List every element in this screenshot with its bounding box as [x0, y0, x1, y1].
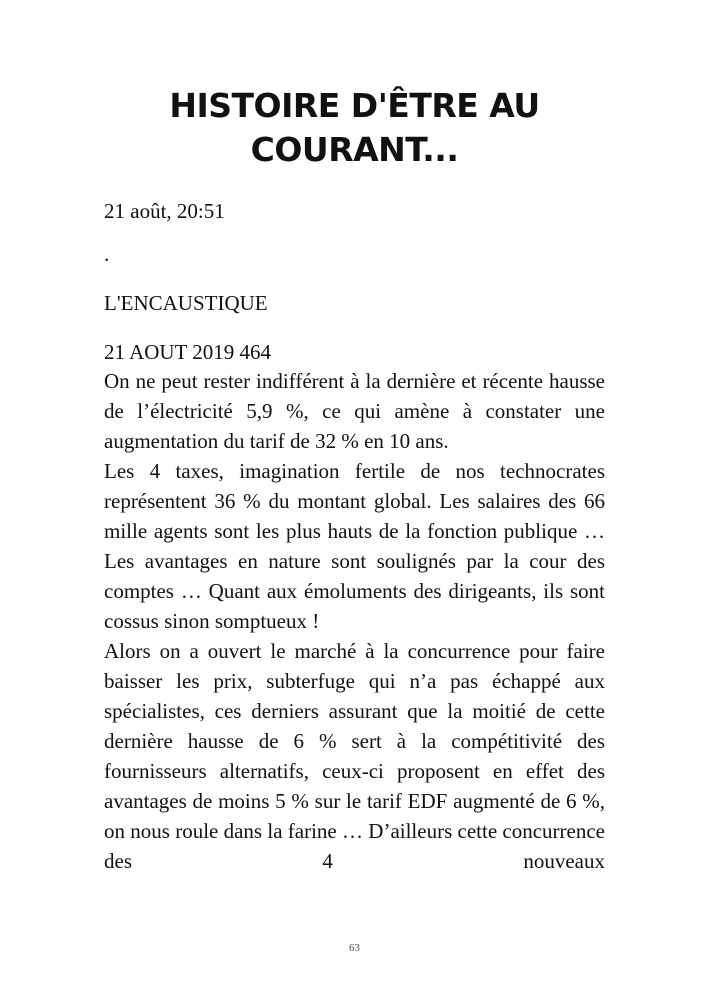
issue-line: 21 AOUT 2019 464 — [104, 340, 272, 364]
chapter-title-line-2: COURANT... — [250, 130, 459, 169]
article-body — [104, 366, 605, 876]
paragraph-3: Alors on a ouvert le marché à la concurrence pour faire baisser les prix, subterfuge qui n’a pas échappé aux spécialistes, ces derniers assurant que la moitié de cette dernière hausse de 6 % sert à la compétitivité des fournisseurs alternatifs, ceux-ci proposent en effet des avantages de moins 5 % sur le tarif EDF augmenté de 6 %, on nous roule dans la farine … D’ailleurs cette concurrence des 4 nouveaux — [104, 639, 605, 873]
post-date: 21 août, 20:51 — [104, 199, 225, 223]
source-name: L'ENCAUSTIQUE — [104, 291, 268, 315]
paragraph-2: Les 4 taxes, imagination fertile de nos technocrates représentent 36 % du montant global. Les salaires des 66 mille agents sont les plus hauts de la fonction publique … Les avantages en nature sont soulignés par la cour des comptes … Quant aux émoluments des dirigeants, ils sont cossus sinon somptueux ! — [104, 459, 605, 633]
chapter-title — [0, 84, 709, 172]
chapter-title-line-1: HISTOIRE D'ÊTRE AU — [169, 86, 540, 125]
page-number: 63 — [349, 942, 360, 954]
separator-dot: . — [104, 242, 110, 266]
paragraph-1: On ne peut rester indifférent à la dernière et récente hausse de l’électricité 5,9 %, ce qui amène à constater une augmentation du tarif de 32 % en 10 ans. — [104, 369, 605, 453]
